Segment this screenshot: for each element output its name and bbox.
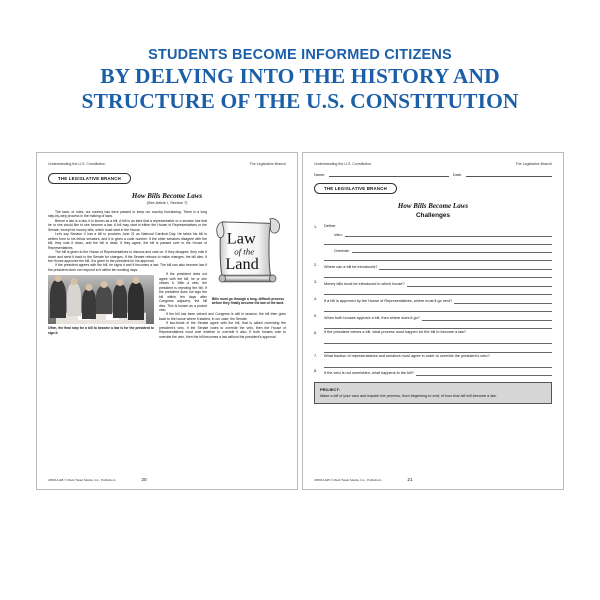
question-4-text: If a bill is approved by the House of Representatives, where must it go next? [324, 298, 453, 303]
veto-answer-line-1[interactable] [345, 229, 552, 237]
project-text: Make a bill of your own and explain the process, from beginning to end, of how that bill will become a law. [320, 393, 497, 398]
law-of-the-land-illustration [212, 210, 286, 306]
person-6 [128, 282, 144, 320]
headline-line-1: STUDENTS BECOME INFORMED CITIZENS [148, 47, 452, 63]
paragraph-4: The bill is given to the House of Representatives to discuss and vote on. If they disagree, they vote it down and send it back to the Senate for changes. If the Senate refuses to make changes, the bill dies. If the House approves the bill, it is given to the president for his approval. [48, 250, 207, 263]
question-5-answer-line-2[interactable] [324, 321, 552, 330]
question-5-text: When both houses approve a bill, then where does it go? [324, 315, 420, 320]
left-running-head [48, 162, 286, 167]
bill-signing-photo-figure [48, 275, 154, 334]
override-label: Override: [334, 248, 350, 253]
paragraph-8: If two-thirds of the Senate agree with the bill, that is called overriding the president's veto. If the Senate votes to override the veto, then the House of Representatives must vote whether to override it also. If both houses vote to override the veto, then the bill becomes a law without the president's approval. [159, 321, 286, 339]
left-footer-credit: 405014-EB © Mark Twain Media, Inc., Publishers [48, 477, 116, 482]
page-title [0, 46, 600, 114]
question-8 [314, 369, 552, 377]
question-3 [314, 279, 552, 295]
project-heading: PROJECT: [320, 387, 340, 393]
question-1-sub-override [334, 245, 552, 253]
person-4-president [96, 286, 112, 314]
left-running-head-title: Understanding the U.S. Constitution [48, 162, 106, 166]
question-2-number: 2. [314, 262, 318, 267]
question-1-number: 1. [314, 224, 318, 229]
question-1-text: Define: [324, 224, 337, 228]
override-answer-line-2[interactable] [324, 253, 552, 262]
question-2 [314, 262, 552, 278]
question-1-sub-veto [334, 229, 552, 237]
question-3-text: Money bills must be introduced in which house? [324, 281, 405, 286]
left-branch-badge: THE LEGISLATIVE BRANCH [48, 173, 131, 184]
paragraph-5: If the president agrees with the bill, he signs it and it becomes a law. The bill can also become law if the president does not respond to it within ten working days. [48, 263, 207, 272]
question-2-answer-line-1[interactable] [379, 262, 552, 270]
paragraph-7: If the bill has been vetoed and Congress is still in session, the bill then goes back to the house where it started, in our case, the Senate. [159, 312, 286, 321]
question-7-text: What fraction of representatives and senators must agree in order to override the president's veto? [324, 353, 490, 358]
question-4 [314, 296, 552, 312]
person-1 [50, 280, 66, 318]
paragraph-2: Before a law is a law, it is known as a bill. A bill is an idea that a representative or a senator has that he or she would like to see become a law. A bill may start in either the House of Representatives or the Senate, except for money bills, which must start in the House. [48, 218, 207, 232]
question-6-answer-line-1[interactable] [324, 336, 552, 345]
right-running-head-title: Understanding the U.S. Constitution [314, 162, 372, 166]
name-input[interactable] [329, 171, 449, 177]
left-running-head-branch: The Legislative Branch [249, 162, 286, 166]
question-5-answer-line-1[interactable] [422, 313, 552, 321]
question-8-text: If the veto is not overridden, what happens to the bill? [324, 370, 414, 375]
veto-label: Veto: [334, 232, 343, 237]
question-3-answer-line-1[interactable] [407, 279, 552, 287]
paragraph-1: The laws, or rules, our country has were passed to keep our country functioning. There is a long step-by-step process in the making of laws. [48, 210, 207, 219]
question-6-number: 6. [314, 330, 318, 335]
question-7 [314, 354, 552, 368]
question-2-text: Where can a bill be introduced? [324, 264, 378, 269]
question-6-text: If the president vetoes a bill, what process must happen for the bill to become a law? [324, 330, 467, 335]
question-4-answer-line-2[interactable] [324, 304, 552, 313]
left-page-sheet [36, 152, 298, 490]
right-lesson-subtitle: Challenges [415, 212, 451, 219]
question-4-number: 4. [314, 296, 318, 301]
right-running-head-branch: The Legislative Branch [515, 162, 552, 166]
photo-caption: Often, the final step for a bill to become a law is for the president to sign it. [48, 326, 154, 335]
question-3-number: 3. [314, 279, 318, 284]
question-2-answer-line-2[interactable] [324, 270, 552, 279]
question-4-answer-line-1[interactable] [454, 296, 552, 304]
challenge-questions [314, 224, 552, 376]
override-answer-line-1[interactable] [352, 245, 552, 253]
scroll-caption: Bills must go through a long, difficult process before they finally become the law of the land. [212, 297, 285, 306]
person-2 [67, 283, 81, 316]
left-lesson-subtitle: (See Article I, Section 7) [146, 201, 188, 205]
paragraph-6: If the president does not agree with the bill, he or she vetoes it. With a veto, the president is rejecting the bill. If the president does not sign the bill within ten days after Congress adjourns, the bill dies. This is known as a pocket veto. [159, 272, 207, 312]
name-date-row [314, 171, 552, 177]
right-footer-credit: 405014-EB © Mark Twain Media, Inc., Publishers [314, 477, 382, 482]
question-7-number: 7. [314, 354, 318, 359]
scroll-text-land: Land [225, 254, 259, 274]
paragraph-3: Let's say Senator X has a bill to proclaim June 21 as National Cardinal Day. He takes his bill in written form to his fellow senators, and it is given a code number. If the other senators disagree with the bill, they vote it down, and the bill is dead. If they agree, the bill is passed over to the House of Representatives. [48, 232, 207, 250]
left-page-footer [48, 477, 286, 482]
person-3 [82, 289, 96, 319]
question-5 [314, 313, 552, 329]
headline-line-2: BY DELVING INTO THE HISTORY AND [100, 64, 500, 88]
date-label: Date: [452, 173, 462, 177]
veto-answer-line-2[interactable] [324, 237, 552, 246]
left-lesson-title: How Bills Become Laws [131, 192, 203, 200]
right-page-number: 21 [407, 477, 413, 482]
question-8-answer-line-1[interactable] [416, 369, 552, 377]
headline-line-3: STRUCTURE OF THE U.S. CONSTITUTION [81, 89, 519, 113]
question-7-answer-line-1[interactable] [324, 359, 552, 368]
right-page-footer [314, 477, 552, 482]
scroll-text-ofthe: of the [234, 246, 255, 257]
name-label: Name: [314, 173, 326, 177]
right-running-head [314, 162, 552, 167]
question-5-number: 5. [314, 313, 318, 318]
right-lesson-title: How Bills Become Laws [397, 202, 469, 210]
bill-signing-photo [48, 275, 154, 324]
question-3-answer-line-2[interactable] [324, 287, 552, 296]
date-input[interactable] [466, 171, 552, 177]
question-6-answer-line-2[interactable] [324, 344, 552, 353]
question-1 [314, 224, 552, 261]
question-8-number: 8. [314, 369, 318, 374]
question-6 [314, 330, 552, 352]
scroll-icon [212, 210, 286, 290]
project-box [314, 382, 552, 404]
right-branch-badge: THE LEGISLATIVE BRANCH [314, 183, 397, 194]
left-page-number: 20 [141, 477, 147, 482]
scroll-text-law: Law [226, 228, 256, 248]
person-5 [113, 284, 127, 318]
right-page-sheet [302, 152, 564, 490]
